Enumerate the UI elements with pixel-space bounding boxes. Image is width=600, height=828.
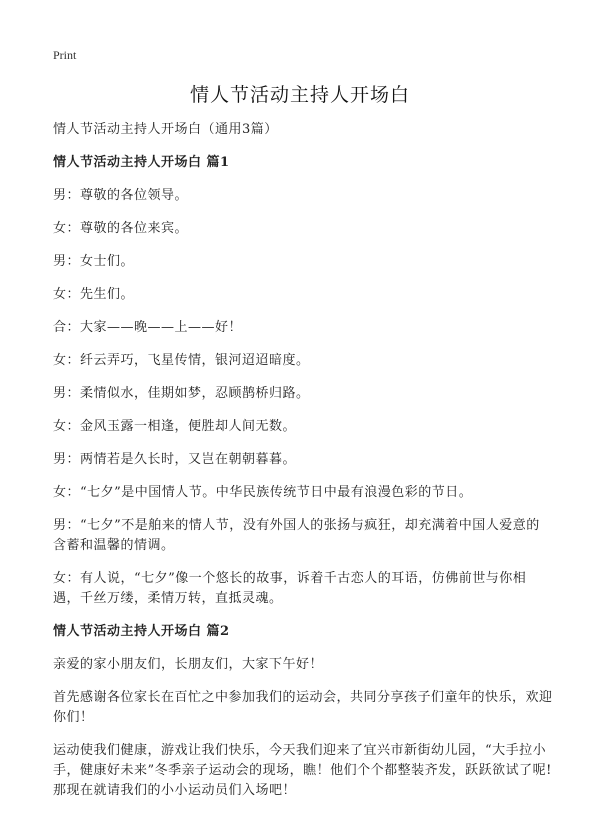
- section-1-paragraph: 男：柔情似水，佳期如梦，忍顾鹊桥归路。: [53, 386, 310, 401]
- section-1-paragraph: 女：有人说，“七夕”像一个悠长的故事，诉着千古恋人的耳语，仿佛前世与你相遇，千丝万缕，柔情万转，直抵灵魂。: [53, 571, 527, 606]
- section-1-paragraph: 女：“七夕”是中国情人节。中华民族传统节日中最有浪漫色彩的节日。: [53, 485, 473, 500]
- print-label: Print: [53, 48, 77, 62]
- section-1-paragraph: 男：两情若是久长时，又岂在朝朝暮暮。: [53, 452, 297, 467]
- section-1-paragraph: 女：尊敬的各位来宾。: [53, 221, 189, 236]
- section-1-paragraph: 男：女士们。: [53, 254, 135, 269]
- section-2-paragraph: 亲爱的家小朋友们，长朋友们，大家下午好！: [53, 657, 324, 672]
- section-1-paragraph: 女：先生们。: [53, 287, 135, 302]
- section-2-paragraph: 运动使我们健康，游戏让我们快乐，今天我们迎来了宜兴市新街幼儿园，“大手拉小手，健康好未来”冬季亲子运动会的现场，瞧！他们个个都整装齐发，跃跃欲试了呢!那现在就请我们的小小运动员们入场吧！: [53, 743, 552, 798]
- section-1-heading: 情人节活动主持人开场白 篇1: [53, 155, 230, 170]
- section-2-paragraph: 首先感谢各位家长在百忙之中参加我们的运动会，共同分享孩子们童年的快乐，欢迎你们！: [53, 690, 553, 725]
- section-1-paragraph: 女：纤云弄巧，飞星传情，银河迢迢暗度。: [53, 353, 310, 368]
- document-subtitle: 情人节活动主持人开场白（通用3篇）: [53, 122, 278, 137]
- document-body: [53, 120, 553, 814]
- document-title: 情人节活动主持人开场白: [189, 84, 410, 106]
- section-1-paragraph: 男：“七夕”不是舶来的情人节，没有外国人的张扬与疯狂，却充满着中国人爱意的含蓄和温馨的情调。: [53, 518, 540, 553]
- section-1-paragraph: 女：金风玉露一相逢，便胜却人间无数。: [53, 419, 297, 434]
- section-1-paragraph: 合：大家——晚——上——好！: [53, 320, 243, 335]
- section-2-heading: 情人节活动主持人开场白 篇2: [53, 624, 230, 639]
- section-1-paragraph: 男：尊敬的各位领导。: [53, 188, 189, 203]
